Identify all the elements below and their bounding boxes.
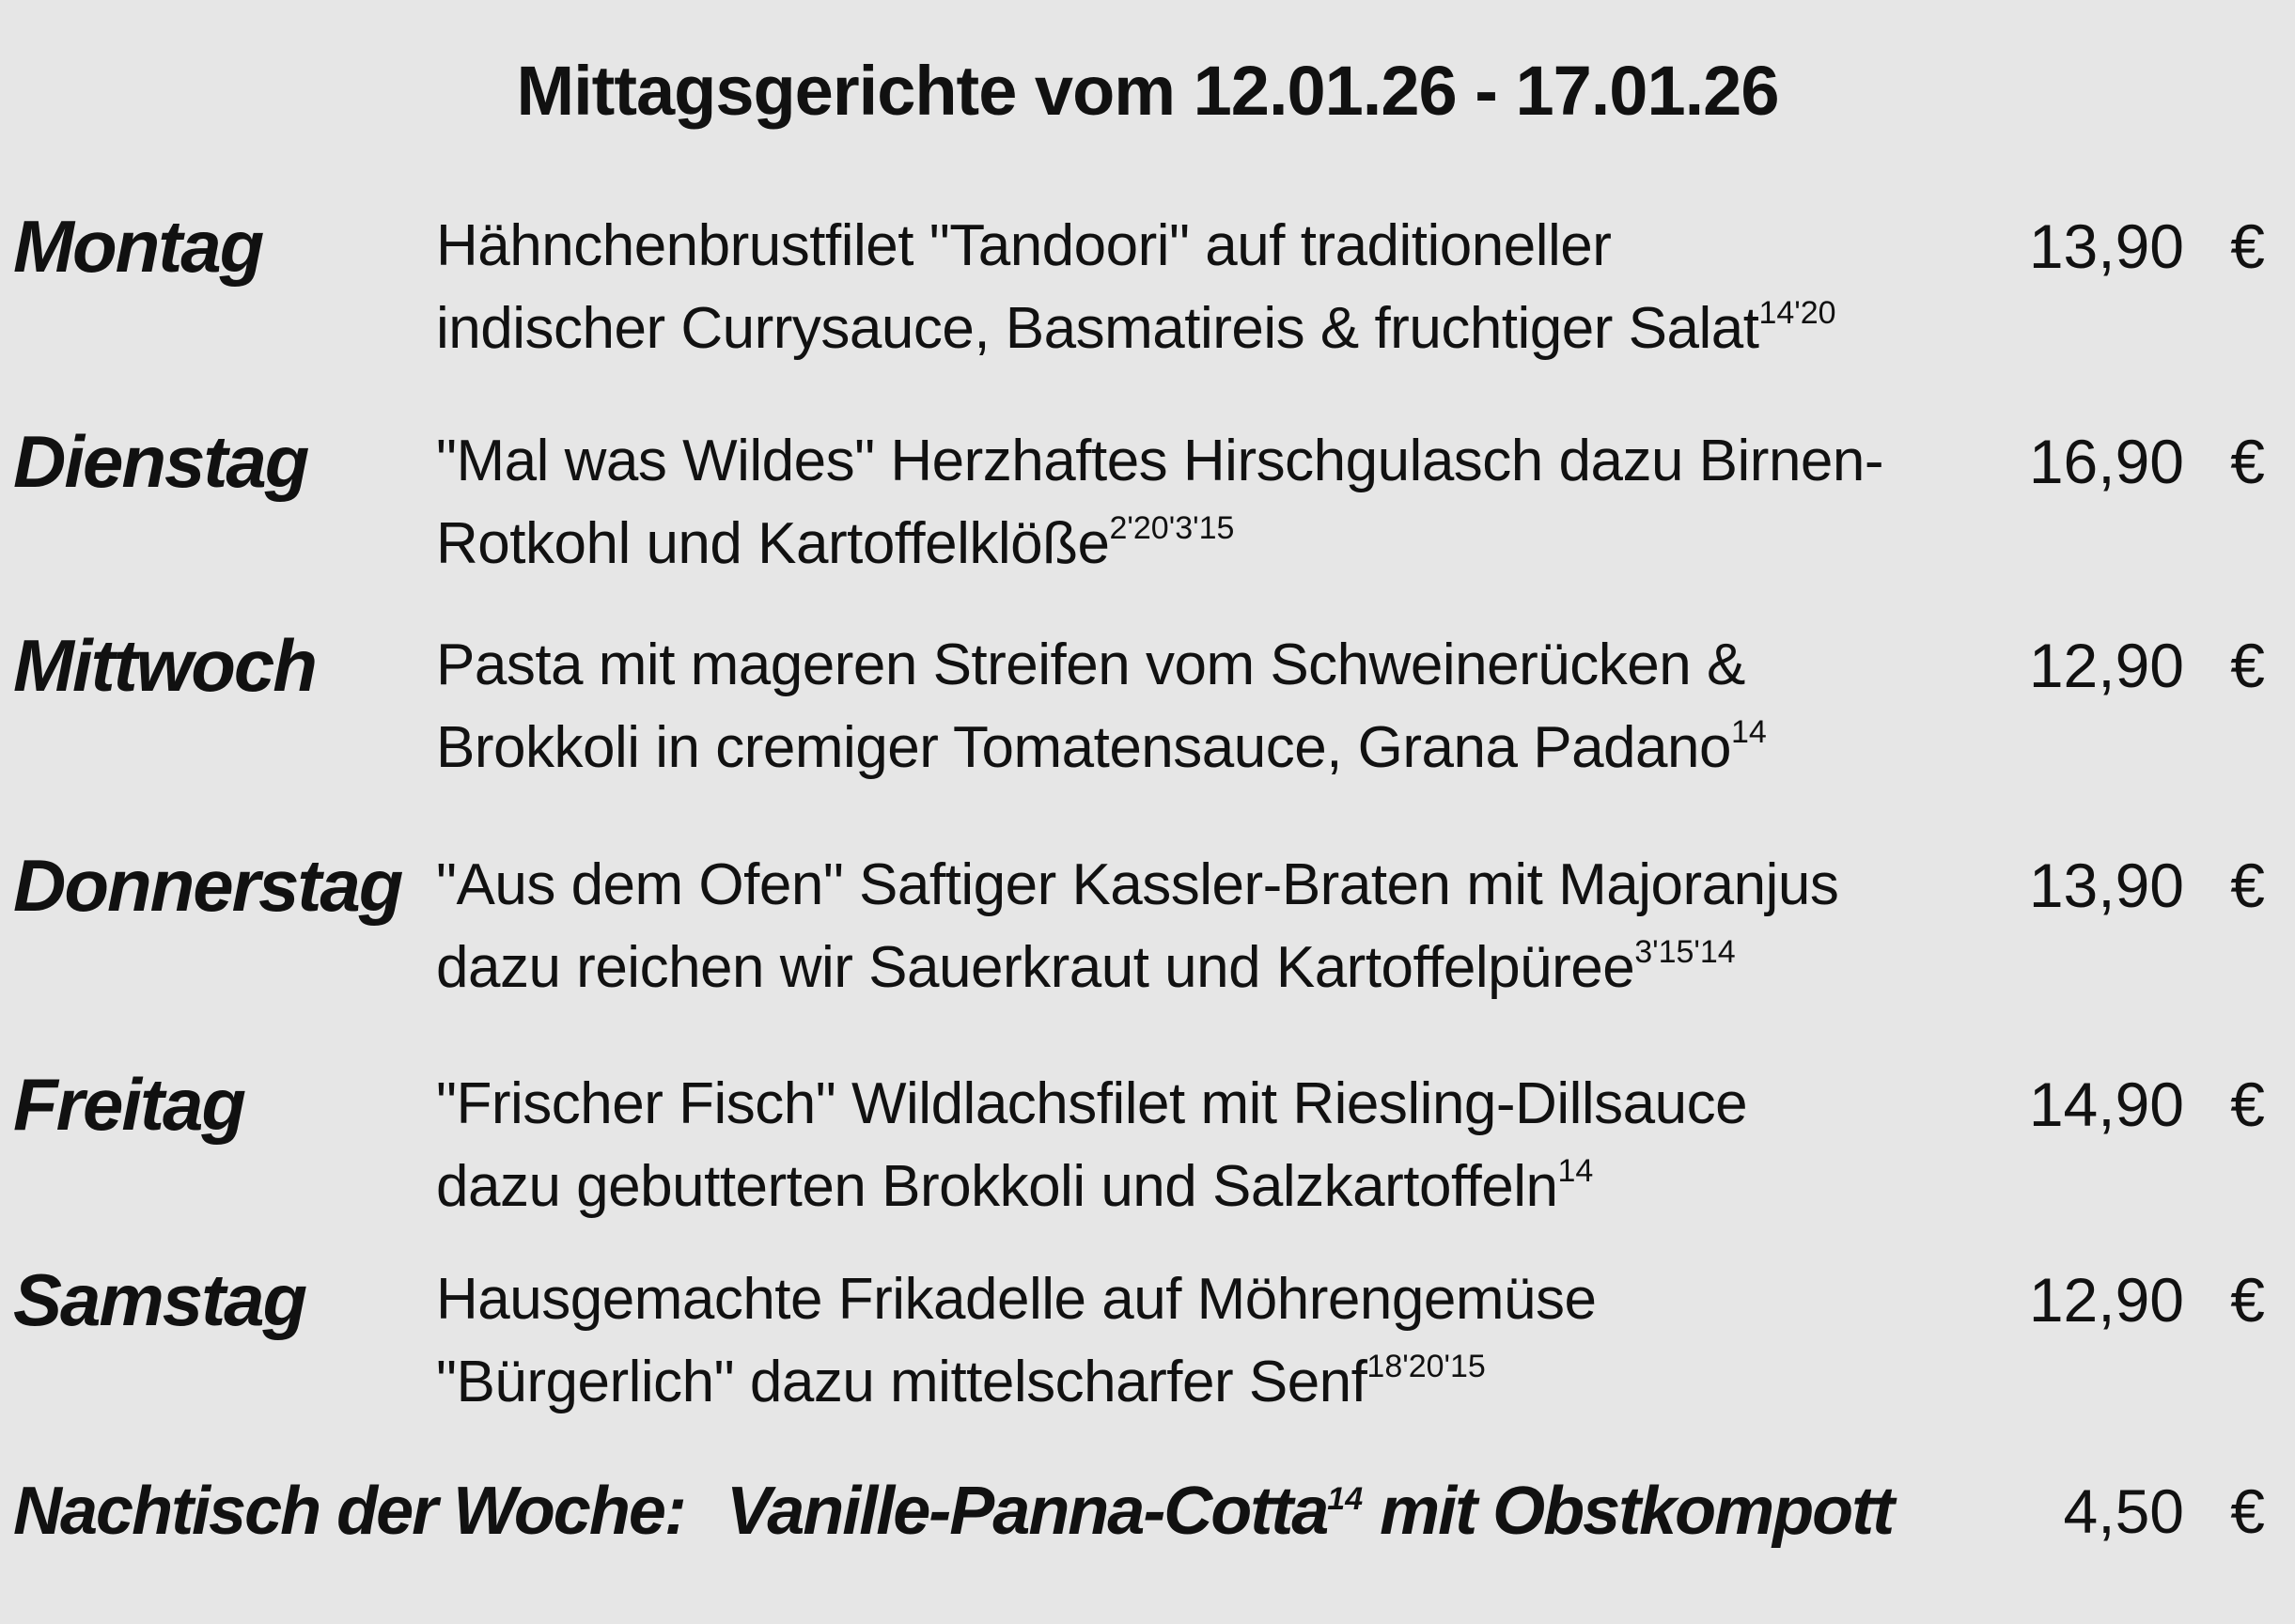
dish-description — [436, 844, 2006, 1009]
dish-price: 12,90 — [2028, 1265, 2184, 1335]
currency-symbol: € — [2230, 631, 2265, 700]
currency-symbol: € — [2230, 1265, 2265, 1335]
day-label: Montag — [13, 205, 263, 288]
allergen-codes: 14 — [1327, 1481, 1364, 1517]
allergen-codes: 14 — [1730, 714, 1767, 750]
dessert-price: 4,50 — [2063, 1476, 2184, 1546]
allergen-codes: 14 — [1557, 1153, 1594, 1189]
dish-line-2-text: "Bürgerlich" dazu mittelscharfer Senf — [436, 1350, 1367, 1414]
currency-symbol: € — [2230, 427, 2265, 496]
currency-symbol: € — [2230, 211, 2265, 281]
dish-line-1: Hähnchenbrustfilet "Tandoori" auf traditioneller — [436, 213, 1612, 278]
dessert-name: Vanille-Panna-Cotta — [726, 1474, 1328, 1549]
day-label: Mittwoch — [13, 624, 316, 707]
dish-line-2-text: dazu reichen wir Sauerkraut und Kartoffelpüree — [436, 935, 1635, 1000]
dish-line-2-text: Brokkoli in cremiger Tomatensauce, Grana Padano — [436, 715, 1731, 780]
dish-price: 13,90 — [2028, 211, 2184, 281]
dish-line-1: Pasta mit mageren Streifen vom Schweinerücken & — [436, 632, 1745, 697]
dish-price: 16,90 — [2028, 427, 2184, 496]
dish-description — [436, 420, 2006, 586]
dish-line-1: "Aus dem Ofen" Saftiger Kassler-Braten mit Majoranjus — [436, 852, 1839, 917]
dish-line-1: Hausgemachte Frikadelle auf Möhrengemüse — [436, 1267, 1597, 1332]
dessert-suffix: mit Obstkompott — [1363, 1474, 1894, 1549]
dish-line-2 — [436, 927, 2006, 1009]
dish-line-2 — [436, 503, 2006, 586]
dish-line-2 — [436, 1146, 2006, 1228]
dish-line-2 — [436, 1341, 2006, 1424]
dish-description — [436, 1063, 2006, 1228]
allergen-codes: 18'20'15 — [1366, 1349, 1486, 1384]
menu-title: Mittagsgerichte vom 12.01.26 - 17.01.26 — [516, 52, 1779, 130]
dessert-line — [13, 1470, 1893, 1553]
dish-price: 14,90 — [2028, 1070, 2184, 1139]
dish-description — [436, 1258, 2006, 1424]
dish-line-2-text: Rotkohl und Kartoffelklöße — [436, 511, 1110, 576]
allergen-codes: 2'20'3'15 — [1109, 510, 1235, 546]
allergen-codes: 14'20 — [1758, 295, 1836, 331]
dish-line-2-text: dazu gebutterten Brokkoli und Salzkartoffeln — [436, 1154, 1558, 1219]
currency-symbol: € — [2230, 1070, 2265, 1139]
dessert-label: Nachtisch der Woche: — [13, 1474, 685, 1549]
dish-description — [436, 205, 2006, 370]
dish-price: 13,90 — [2028, 851, 2184, 920]
currency-symbol: € — [2230, 851, 2265, 920]
dish-description — [436, 624, 2006, 789]
day-label: Donnerstag — [13, 844, 402, 927]
allergen-codes: 3'15'14 — [1634, 934, 1736, 970]
currency-symbol: € — [2230, 1476, 2265, 1546]
dish-line-1: "Mal was Wildes" Herzhaftes Hirschgulasch dazu Birnen- — [436, 429, 1884, 493]
dish-line-2-text: indischer Currysauce, Basmatireis & fruchtiger Salat — [436, 296, 1759, 361]
day-label: Samstag — [13, 1258, 306, 1341]
dish-line-2 — [436, 707, 2006, 789]
day-label: Dienstag — [13, 420, 308, 503]
dish-line-2 — [436, 288, 2006, 370]
dish-price: 12,90 — [2028, 631, 2184, 700]
dish-line-1: "Frischer Fisch" Wildlachsfilet mit Riesling-Dillsauce — [436, 1071, 1748, 1136]
day-label: Freitag — [13, 1063, 245, 1146]
